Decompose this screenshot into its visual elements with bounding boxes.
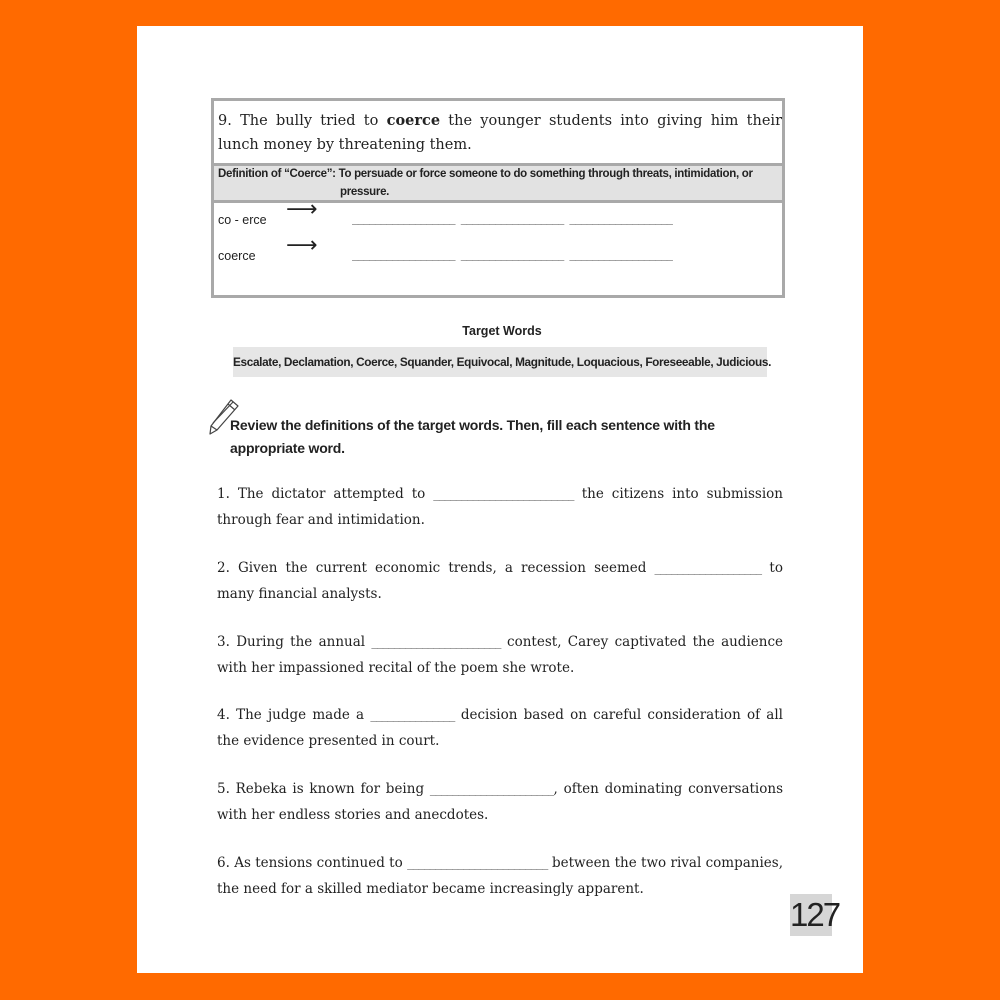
- question-text: 6. As tensions continued to: [217, 855, 408, 871]
- question-text: between the two rival companies, the need for a skilled mediator became increasingly apparent.: [217, 855, 783, 897]
- question-text: 2. Given the current economic trends, a recession seemed: [217, 560, 655, 576]
- question-text: 3. During the annual: [217, 634, 372, 650]
- right-arrow-icon: ⟶: [286, 233, 318, 258]
- target-words-list: Escalate, Declamation, Coerce, Squander, Equivocal, Magnitude, Loquacious, Foreseeable, Judicious.: [233, 347, 767, 377]
- sentence-end: the younger students into giving him their lunch money by threatening them.: [218, 113, 782, 153]
- question-text: the citizens into submission through fear and intimidation.: [217, 486, 783, 528]
- worksheet-page: [137, 26, 863, 973]
- question-text: decision based on careful consideration of all the evidence presented in court.: [217, 707, 783, 749]
- target-words-title: Target Words: [462, 324, 542, 338]
- question-text: , often dominating conversations with her endless stories and anecdotes.: [217, 781, 783, 823]
- syllable-label: co - erce: [218, 213, 267, 227]
- syllable-blanks[interactable]: __________________ __________________ __________________: [352, 213, 673, 225]
- answer-blank[interactable]: ___________________: [654, 563, 762, 575]
- question-text: 5. Rebeka is known for being: [217, 781, 430, 797]
- question-2: [217, 556, 783, 606]
- definition-text: Definition of “Coerce”: To persuade or force someone to do something through threats, intimidation, or: [218, 168, 753, 180]
- answer-blank[interactable]: _______________: [370, 710, 455, 722]
- sentence-start: 9. The bully tried to: [218, 113, 387, 129]
- question-text: to many financial analysts.: [217, 560, 783, 602]
- question-4: [217, 703, 783, 753]
- right-arrow-icon: ⟶: [286, 197, 318, 222]
- word-blanks[interactable]: __________________ __________________ __________________: [352, 249, 673, 261]
- word-row: [218, 233, 778, 263]
- question-1: [217, 482, 783, 532]
- answer-blank[interactable]: ______________________: [429, 784, 554, 796]
- question-3: [217, 630, 783, 680]
- question-text: 1. The dictator attempted to: [217, 486, 434, 502]
- answer-blank[interactable]: _________________________: [407, 858, 548, 870]
- question-text: 4. The judge made a: [217, 707, 371, 723]
- answer-blank[interactable]: _______________________: [371, 637, 501, 649]
- syllable-row: [218, 197, 778, 227]
- definition-text-continued: pressure.: [340, 186, 390, 198]
- page-number: 127: [790, 894, 832, 936]
- question-5: [217, 777, 783, 827]
- question-6: [217, 851, 783, 901]
- answer-blank[interactable]: _________________________: [433, 489, 574, 501]
- sentence-keyword: coerce: [386, 112, 441, 129]
- example-sentence: [218, 109, 782, 157]
- vocabulary-box: [211, 98, 785, 298]
- question-text: contest, Carey captivated the audience with her impassioned recital of the poem she wrote.: [217, 634, 783, 676]
- instructions-text: Review the definitions of the target words. Then, fill each sentence with the appropriate word.: [230, 417, 715, 456]
- word-label: coerce: [218, 249, 256, 263]
